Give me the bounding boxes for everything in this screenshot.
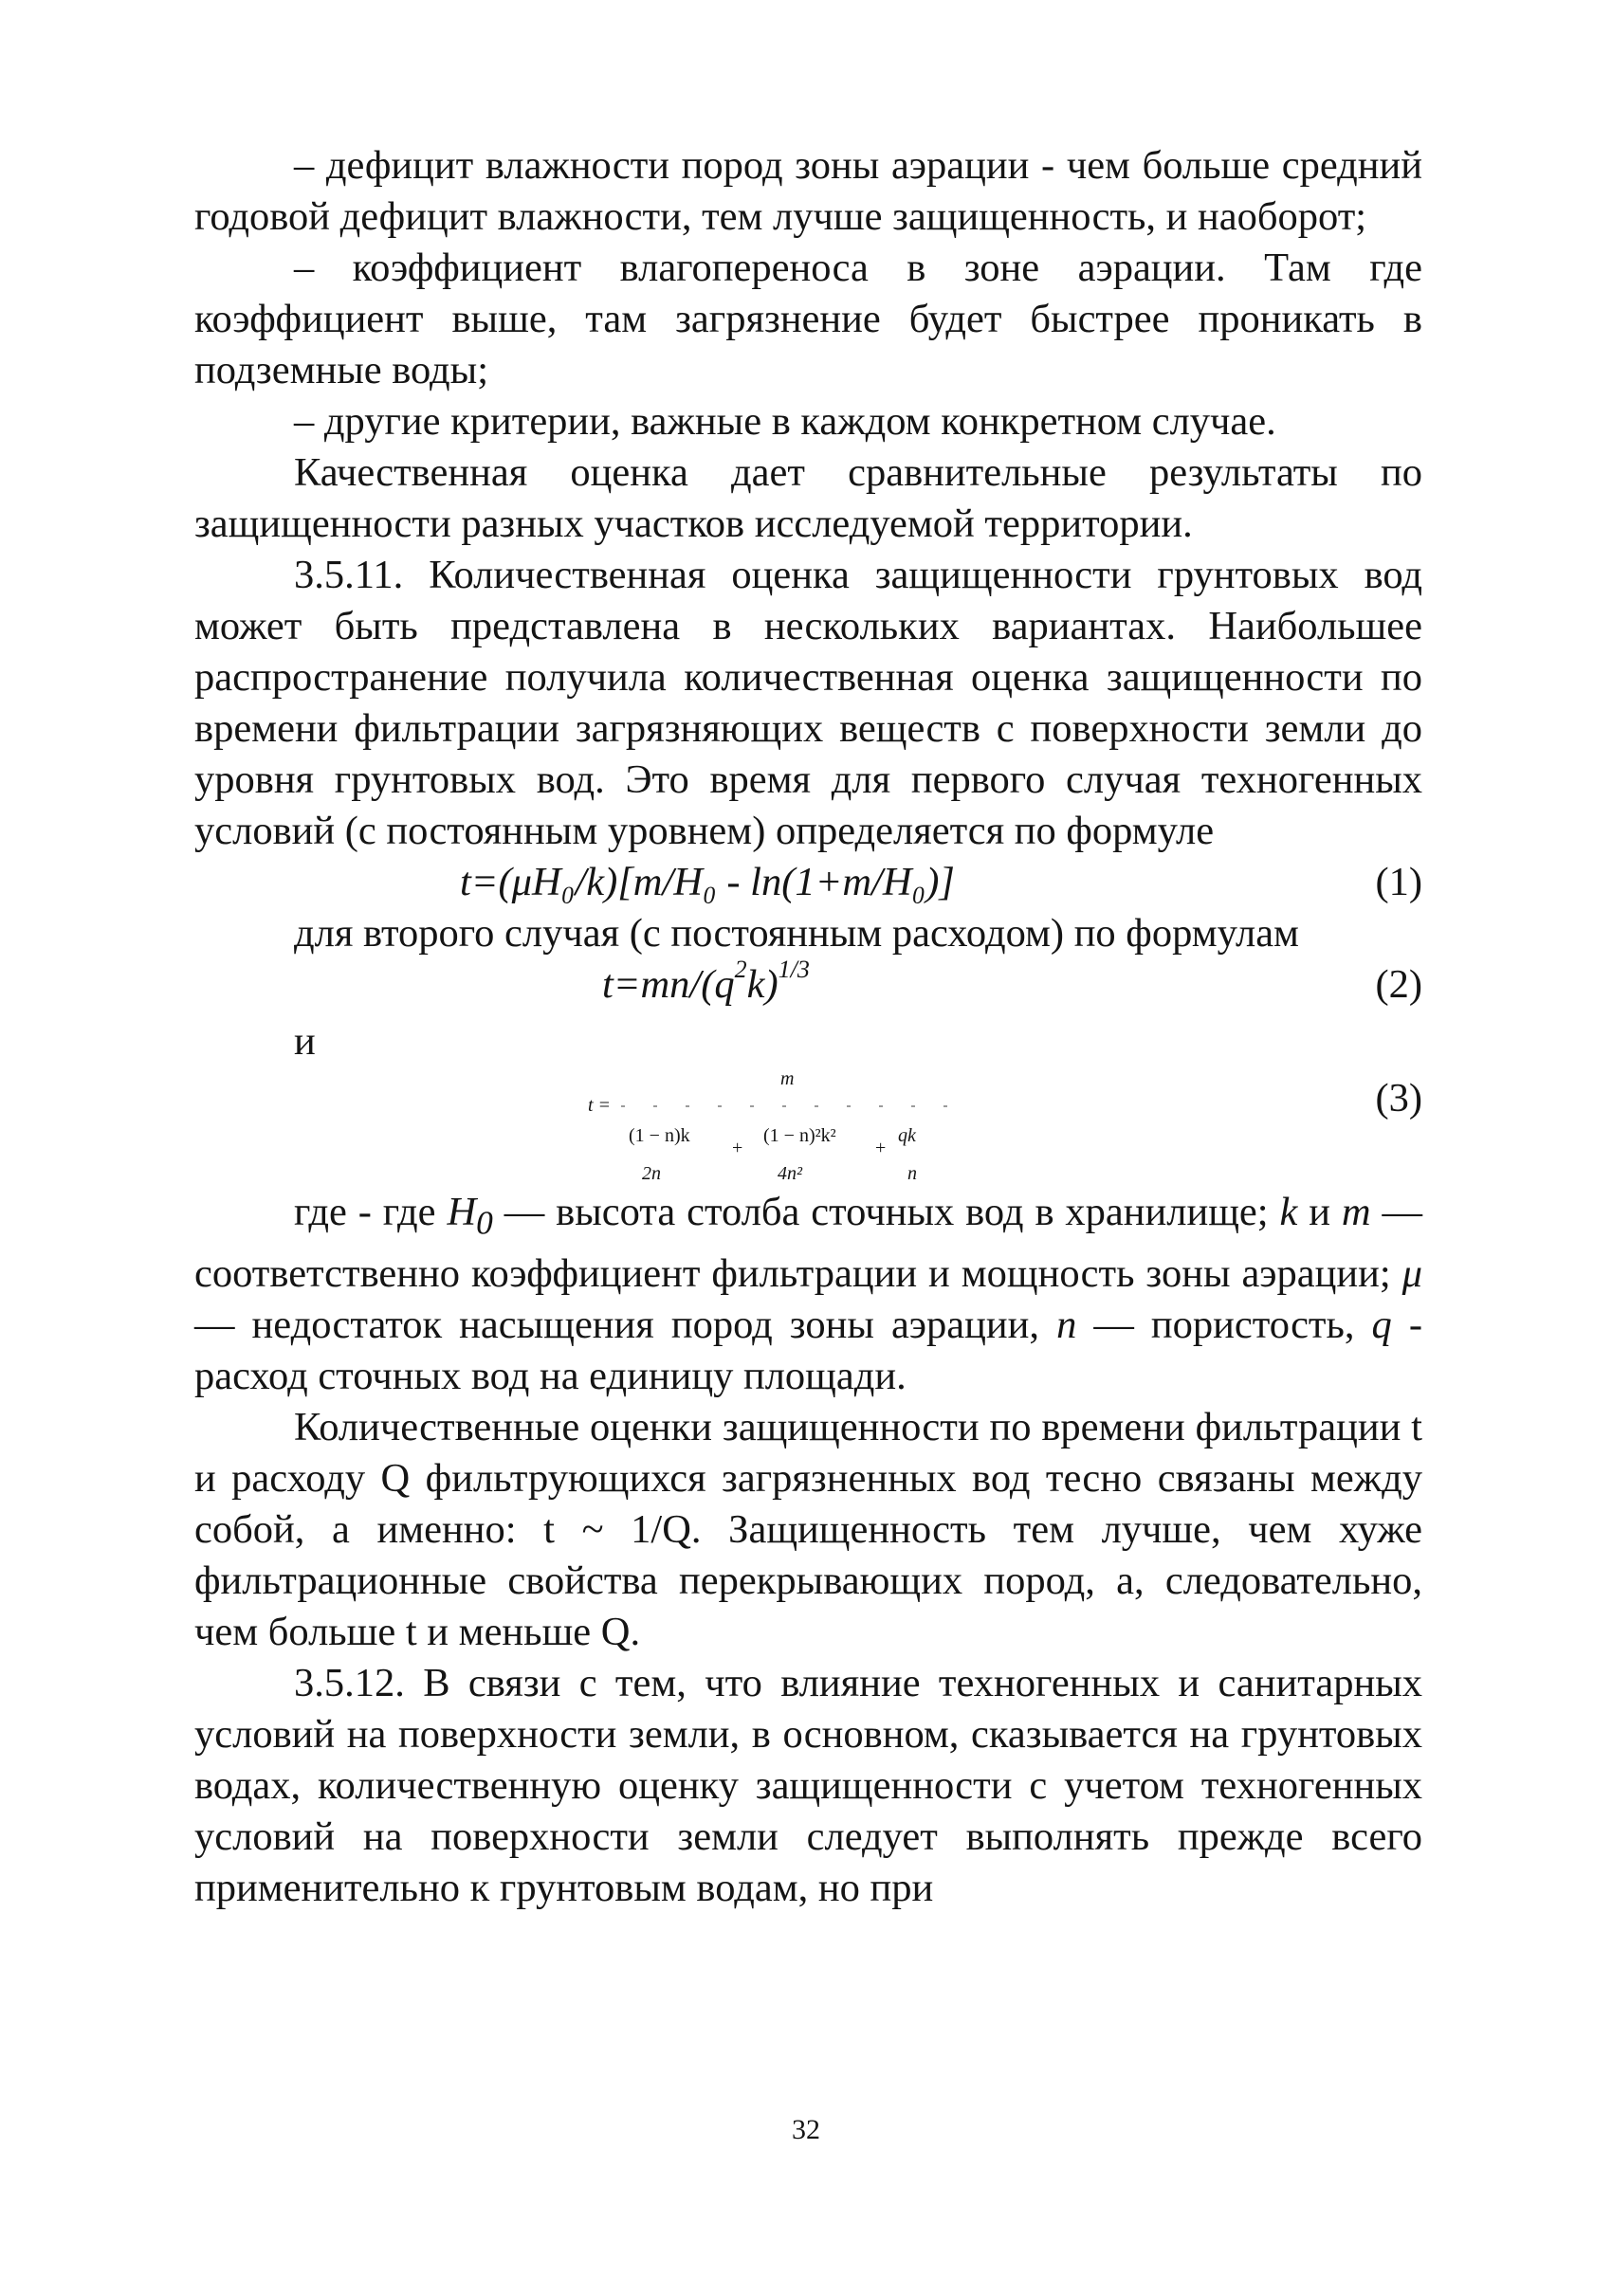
var-k: k <box>1279 1190 1298 1234</box>
paragraph-second-case: для второго случая (с постоянным расходом) по формулам <box>294 911 1299 956</box>
paragraph-quantitative: Количественные оценки защищенности по времени фильтрации t и расходу Q фильтрующихся загрязненных вод тесно связаны между собой, а именно: t ~ 1/Q. Защищенность тем лучше, чем хуже фильтрационные свойства перекрывающих пород, а, следовательно, чем больше t и меньше Q. <box>194 1404 1422 1654</box>
eq3-numerator: m <box>780 1068 795 1089</box>
var-m: m <box>1341 1190 1371 1234</box>
bullet-other-criteria: – другие критерии, важные в каждом конкретном случае. <box>294 399 1276 444</box>
eq3-lhs: t = <box>588 1095 612 1116</box>
equation-2 <box>194 955 1422 1016</box>
body-text <box>194 140 1422 1914</box>
equation-1 <box>194 857 1422 908</box>
var-H0: $H_0$ <box>447 1190 493 1242</box>
equation-3 <box>194 1064 1422 1187</box>
page-number: 32 <box>792 2114 820 2145</box>
var-mu: μ <box>1401 1250 1422 1296</box>
equation-1-formula: t=(μH₀/k)[m/H₀ - ln(1+m/H₀)] <box>460 860 955 904</box>
eq3-term1-den: 2n <box>642 1163 661 1184</box>
paragraph-3-5-11: 3.5.11. Количественная оценка защищенности грунтовых вод может быть представлена в нескольких вариантах. Наибольшее распространение получила количественная оценка защищенности по времени фильтрации загрязняющих веществ с поверхности земли до уровня грунтовых вод. Это время для первого случая техногенных условий (с постоянным уровнем) определяется по формуле <box>194 553 1422 853</box>
eq3-term2-den: 4n² <box>778 1163 802 1184</box>
equation-2-number: (2) <box>1375 962 1422 1007</box>
paragraph-qualitative: Качественная оценка дает сравнительные результаты по защищенности разных участков исследуемой территории. <box>194 450 1422 546</box>
equation-1-number: (1) <box>1375 860 1422 904</box>
eq3-plus-2: + <box>875 1138 887 1158</box>
eq3-term3-num: qk <box>898 1125 916 1146</box>
paragraph-3-5-12: 3.5.12. В связи с тем, что влияние техногенных и санитарных условий на поверхности земли, в основном, сказывается на грунтовых водах, количественную оценку защищенности с учетом техногенных условий на поверхности земли следует выполнять прежде всего применительно к грунтовым водам, но при <box>194 1660 1422 1910</box>
bullet-moisture-transfer: – коэффициент влагопереноса в зоне аэрации. Там где коэффициент выше, там загрязнение будет быстрее проникать в подземные воды; <box>194 246 1422 392</box>
equation-3-number: (3) <box>1375 1076 1422 1121</box>
eq3-term1-num: (1 − n)k <box>629 1125 690 1146</box>
conjunction-and: и <box>294 1019 316 1064</box>
eq3-term3-den: n <box>907 1163 917 1184</box>
equation-2-formula: $t=mn/(q^2k)^{1/3}$ <box>602 955 810 1007</box>
eq3-plus-1: + <box>732 1138 743 1158</box>
eq3-term2-num: (1 − n)²k² <box>763 1125 836 1146</box>
var-n: n <box>1056 1302 1077 1347</box>
paragraph-where: где - где $H_0$ — высота столба сточных вод в хранилище; k и m — соответственно коэффициент фильтрации и мощность зоны аэрации; μ — недостаток насыщения пород зоны аэрации, n — пористость, q - расход сточных вод на единицу площади. <box>194 1190 1422 1398</box>
equation-3-graphic <box>194 1064 1422 1187</box>
bullet-moisture-deficit: – дефицит влажности пород зоны аэрации - чем больше средний годовой дефицит влажности, тем лучше защищенность, и наоборот; <box>194 143 1422 239</box>
var-q: q <box>1371 1302 1392 1347</box>
